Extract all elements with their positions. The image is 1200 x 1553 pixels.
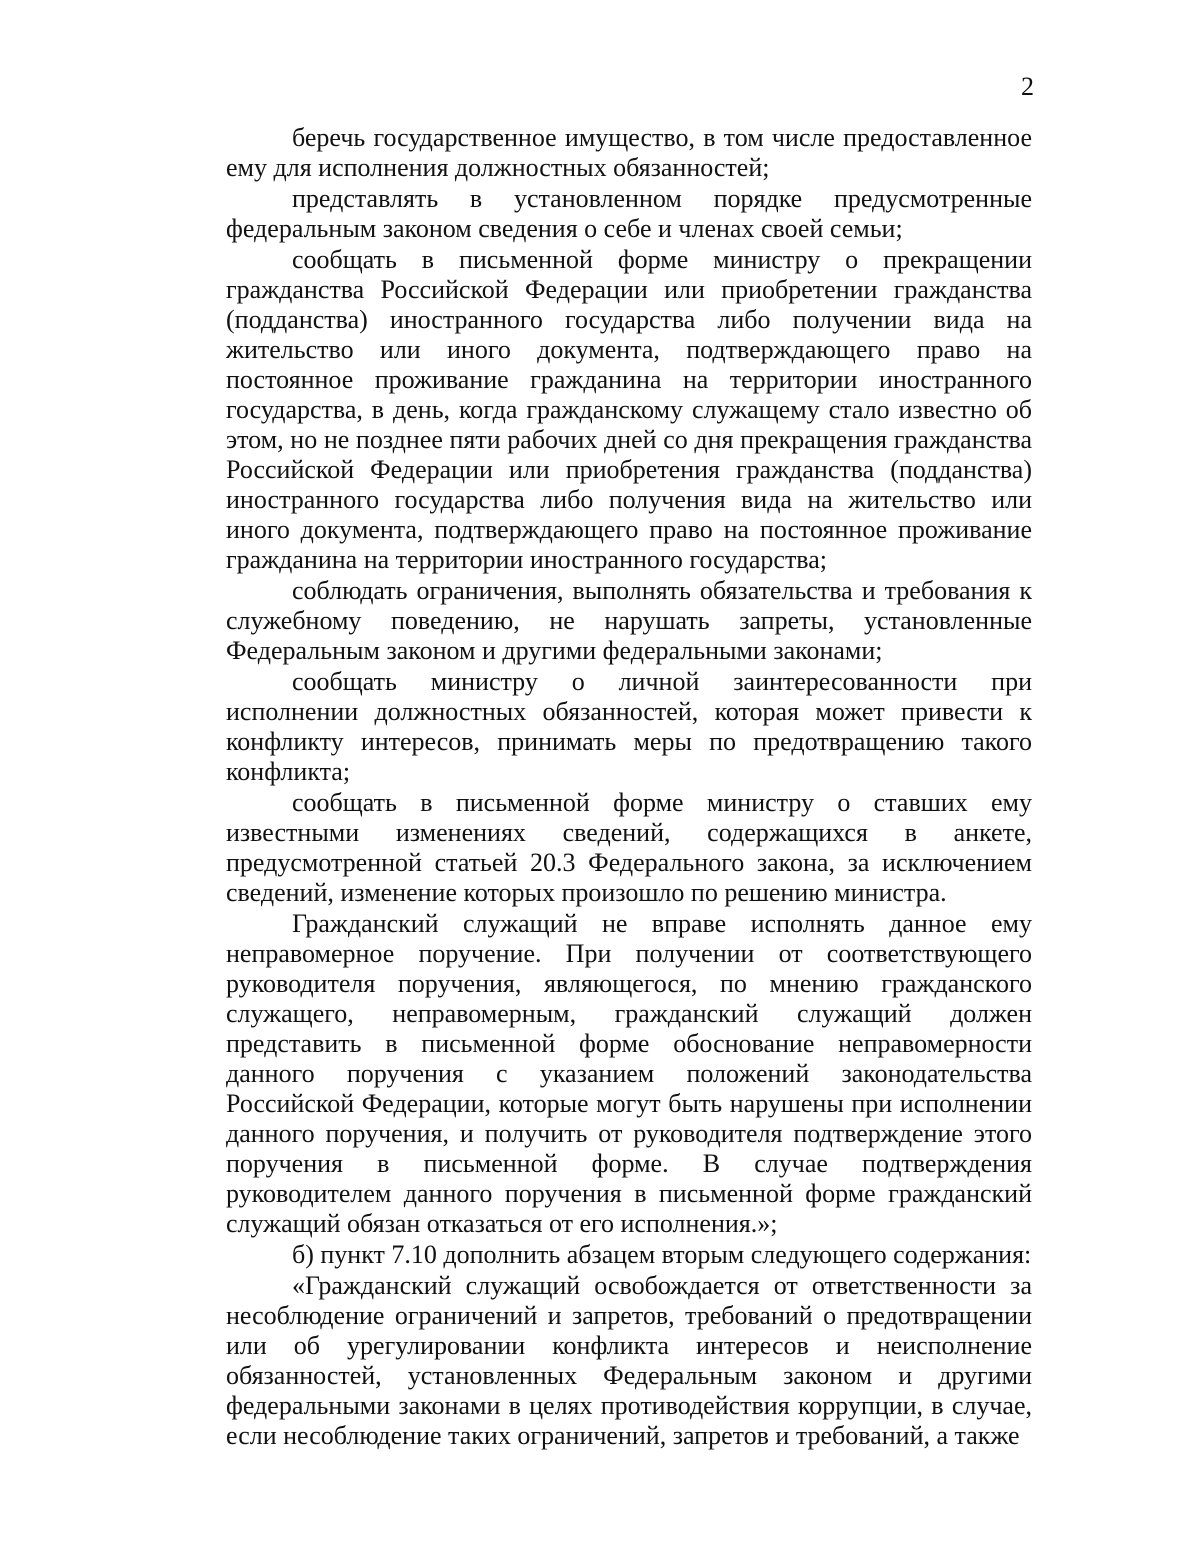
paragraph-observe-restrictions: соблюдать ограничения, выполнять обязательства и требования к служебному поведению, не нарушать запреты, установленные Федеральным законом и другими федеральными законами; bbox=[226, 576, 1032, 665]
paragraph-report-interest: сообщать министру о личной заинтересованности при исполнении должностных обязанностей, которая может привести к конфликту интересов, принимать меры по предотвращению такого конфликта; bbox=[226, 667, 1032, 786]
page-number: 2 bbox=[1021, 72, 1034, 101]
paragraph-submit-information: представлять в установленном порядке предусмотренные федеральным законом сведения о себе и членах своей семьи; bbox=[226, 184, 1032, 243]
paragraph-report-changes: сообщать в письменной форме министру о ставших ему известными изменениях сведений, содержащихся в анкете, предусмотренной статьей 20.3 Федерального закона, за исключением сведений, изменение которых произошло по решению министра. bbox=[226, 788, 1032, 907]
paragraph-unlawful-order: Гражданский служащий не вправе исполнять данное ему неправомерное поручение. При получении от соответствующего руководителя поручения, являющегося, по мнению гражданского служащего, неправомерным, гражданский служащий должен представить в письменной форме обоснование неправомерности данного поручения с указанием положений законодательства Российской Федерации, которые могут быть нарушены при исполнении данного поручения, и получить от руководителя подтверждение этого поручения в письменной форме. В случае подтверждения руководителем данного поручения в письменной форме гражданский служащий обязан отказаться от его исполнения.»; bbox=[226, 909, 1032, 1238]
paragraph-amend-point: б) пункт 7.10 дополнить абзацем вторым следующего содержания: bbox=[292, 1240, 1032, 1269]
paragraph-exemption: «Гражданский служащий освобождается от ответственности за несоблюдение ограничений и запретов, требований о предотвращении или об урегулировании конфликта интересов и неисполнение обязанностей, установленных Федеральным законом и другими федеральными законами в целях противодействия коррупции, в случае, если несоблюдение таких ограничений, запретов и требований, а также bbox=[226, 1271, 1032, 1450]
paragraph-protect-property: беречь государственное имущество, в том числе предоставленное ему для исполнения должностных обязанностей; bbox=[226, 123, 1032, 182]
paragraph-report-citizenship: сообщать в письменной форме министру о прекращении гражданства Российской Федерации или приобретении гражданства (подданства) иностранного государства либо получении вида на жительство или иного документа, подтверждающего право на постоянное проживание гражданина на территории иностранного государства, в день, когда гражданскому служащему стало известно об этом, но не позднее пяти рабочих дней со дня прекращения гражданства Российской Федерации или приобретения гражданства (подданства) иностранного государства либо получения вида на жительство или иного документа, подтверждающего право на постоянное проживание гражданина на территории иностранного государства; bbox=[226, 245, 1032, 574]
document-body bbox=[226, 123, 1032, 1452]
